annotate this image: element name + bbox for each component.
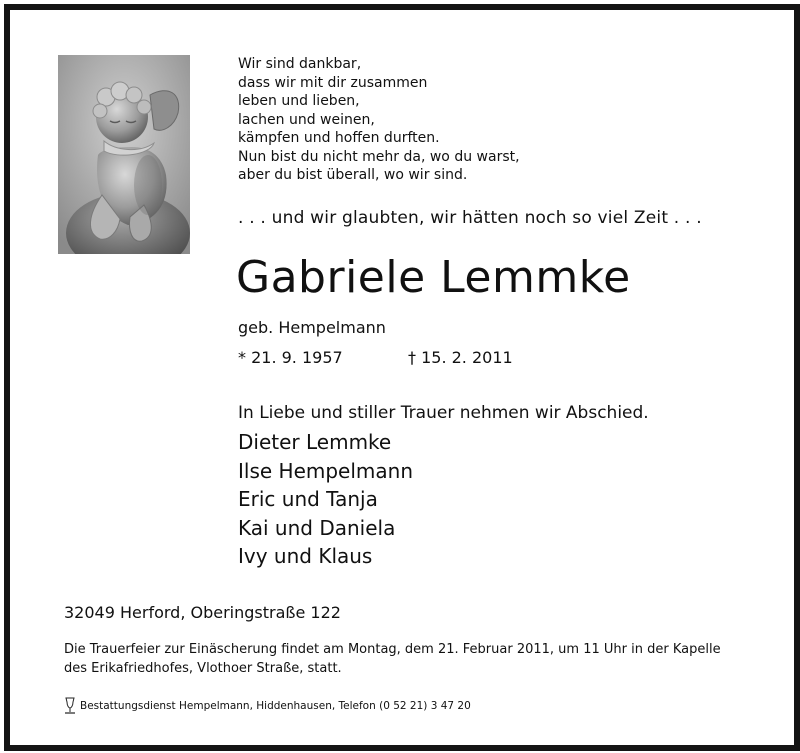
- mourners-list: [238, 428, 413, 571]
- birth-date: * 21. 9. 1957: [238, 348, 343, 367]
- family-address: 32049 Herford, Oberingstraße 122: [64, 603, 341, 622]
- poem-line: kämpfen und hoffen durften.: [238, 130, 440, 146]
- mourner-name: Ilse Hempelmann: [238, 458, 414, 483]
- poem-line: dass wir mit dir zusammen: [238, 74, 428, 91]
- undertaker-credit: [64, 697, 471, 715]
- ceremony-line: Die Trauerfeier zur Einäscherung findet am Montag, dem 21. Februar 2011, um 11 Uhr in der Kapelle: [64, 642, 721, 657]
- death-date: † 15. 2. 2011: [408, 348, 513, 367]
- poem-line: leben und lieben,: [238, 93, 360, 109]
- mourner-name: Kai und Daniela: [238, 515, 396, 540]
- obituary-frame: [4, 4, 800, 751]
- cherub-statue-illustration: [58, 55, 190, 254]
- ceremony-notice: [64, 640, 764, 678]
- mourner-name: Eric und Tanja: [238, 487, 378, 511]
- mourner-name: Dieter Lemmke: [238, 430, 392, 454]
- poem-line: Wir sind dankbar,: [238, 56, 362, 72]
- undertaker-text: Bestattungsdienst Hempelmann, Hiddenhausen, Telefon (0 52 21) 3 47 20: [80, 700, 471, 712]
- birth-name: geb. Hempelmann: [238, 318, 386, 337]
- quote: . . . und wir glaubten, wir hätten noch so viel Zeit . . .: [238, 208, 702, 228]
- farewell-text: In Liebe und stiller Trauer nehmen wir Abschied.: [238, 403, 649, 423]
- funeral-service-icon: [64, 697, 76, 715]
- poem-line: lachen und weinen,: [238, 111, 375, 128]
- poem-line: aber du bist überall, wo wir sind.: [238, 167, 468, 183]
- mourner-name: Ivy und Klaus: [238, 544, 373, 568]
- poem-line: Nun bist du nicht mehr da, wo du warst,: [238, 148, 520, 165]
- cherub-statue-image: [58, 55, 190, 254]
- ceremony-line: des Erikafriedhofes, Vlothoer Straße, statt.: [64, 661, 342, 676]
- deceased-name: Gabriele Lemmke: [236, 252, 631, 303]
- poem: [238, 55, 520, 185]
